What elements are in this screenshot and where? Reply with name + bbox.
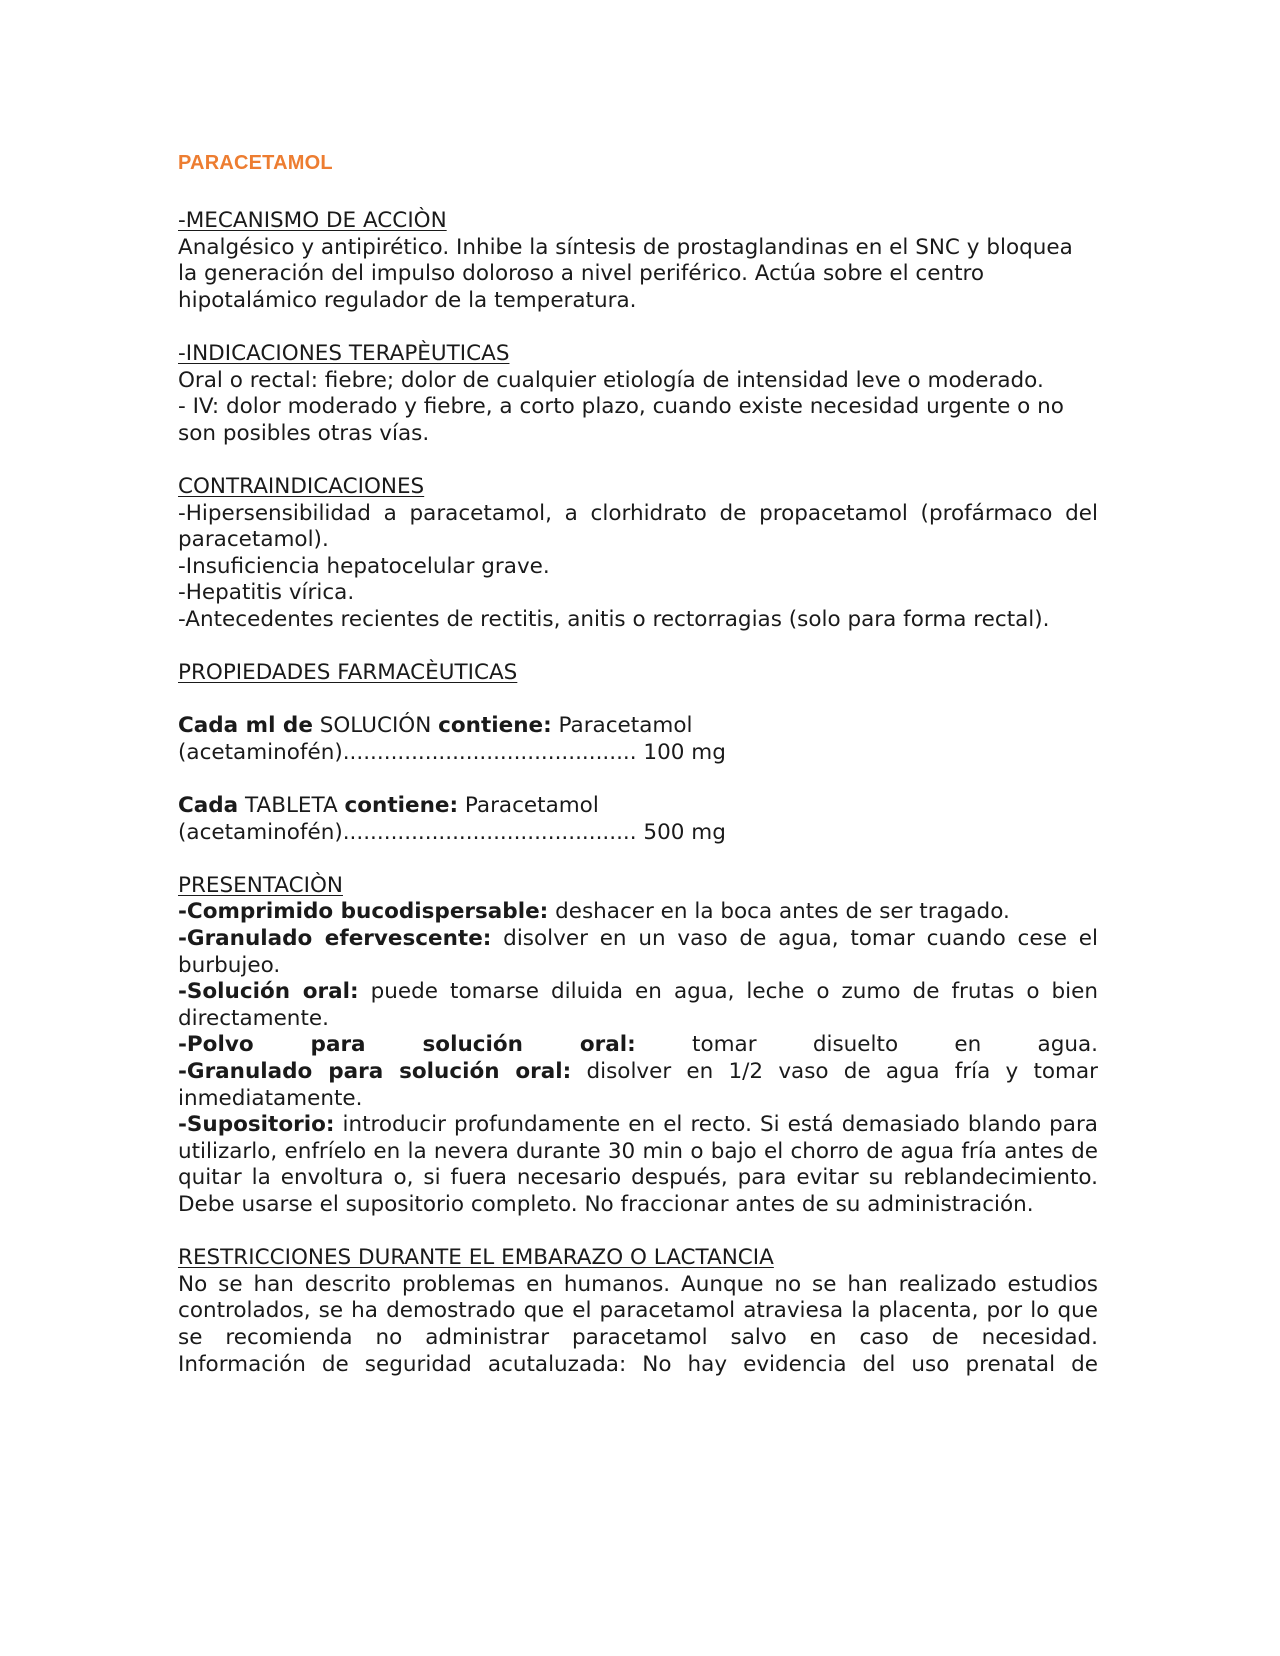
section-contraindicaciones [178, 474, 1098, 634]
composition-rest: Paracetamol [458, 793, 599, 819]
presentation-text: disolver en 1/2 vaso de agua fría y tomar inmediatamente. [178, 1059, 1098, 1111]
composition-bold: contiene: [344, 793, 459, 819]
composition-form: TABLETA [238, 793, 345, 819]
composition-solucion [178, 713, 1098, 740]
section-propiedades [178, 660, 1098, 846]
section-heading: PRESENTACIÒN [178, 872, 343, 898]
section-heading: PROPIEDADES FARMACÈUTICAS [178, 660, 518, 686]
indication-oral: Oral o rectal: fiebre; dolor de cualquier etiología de intensidad leve o moderado. [178, 367, 1044, 393]
presentation-item [178, 899, 1098, 926]
section-indicaciones [178, 341, 1098, 447]
presentation-text: puede tomarse diluida en agua, leche o zumo de frutas o bien directamente. [178, 979, 1098, 1031]
section-heading: RESTRICCIONES DURANTE EL EMBARAZO O LACTANCIA [178, 1245, 774, 1271]
presentation-label: -Granulado para solución oral: [178, 1059, 572, 1084]
composition-bold: contiene: [438, 713, 552, 739]
presentation-item [178, 1032, 1098, 1059]
presentation-label: -Solución oral: [178, 979, 359, 1005]
contraindication-item: -Antecedentes recientes de rectitis, anitis o rectorragias (solo para forma rectal). [178, 606, 1050, 632]
composition-amount: (acetaminofén)........................................... 500 mg [178, 819, 726, 845]
presentation-label: -Granulado efervescente: [178, 926, 492, 952]
restriction-text: No se han descrito problemas en humanos. Aunque no se han realizado estudios controlados, se ha demostrado que el paracetamol atraviesa la placenta, por lo que se recomienda no administrar paracetamol salvo en caso de necesidad. [178, 1271, 1098, 1350]
presentation-text: tomar disuelto en agua. [635, 1032, 1098, 1058]
restriction-info: Información de seguridad acutaluzada: No hay evidencia del uso prenatal de [178, 1351, 1098, 1377]
section-heading: CONTRAINDICACIONES [178, 473, 425, 499]
composition-rest: Paracetamol [551, 713, 693, 739]
presentation-label: -Supositorio: [178, 1112, 335, 1138]
contraindication-item: -Insuficiencia hepatocelular grave. [178, 553, 550, 579]
section-mecanismo [178, 208, 1098, 314]
indication-iv: - IV: dolor moderado y fiebre, a corto plazo, cuando existe necesidad urgente o no son posibles otras vías. [178, 394, 1064, 446]
presentation-item [178, 979, 1098, 1032]
presentation-text: deshacer en la boca antes de ser tragado. [548, 899, 1010, 925]
composition-amount: (acetaminofén)........................................... 100 mg [178, 739, 726, 765]
presentation-text: disolver en un vaso de agua, tomar cuando cese el burbujeo. [178, 926, 1098, 978]
composition-bold: Cada [178, 793, 239, 819]
section-restricciones [178, 1245, 1098, 1378]
section-presentacion [178, 873, 1098, 1219]
presentation-text: introducir profundamente en el recto. Si está demasiado blando para utilizarlo, enfríelo en la nevera durante 30 min o bajo el chorro de agua fría antes de quitar la envoltura o, si fuera necesario después, para evitar su reblandecimiento. Debe usarse el supositorio completo. No fraccionar antes de su administración. [178, 1112, 1098, 1217]
presentation-item [178, 1112, 1098, 1218]
presentation-item [178, 1059, 1098, 1112]
contraindication-item: -Hepatitis vírica. [178, 580, 355, 606]
document-page [178, 150, 1098, 1378]
composition-tableta [178, 793, 1098, 820]
presentation-label: -Comprimido bucodispersable: [178, 899, 549, 925]
presentation-item [178, 926, 1098, 979]
document-title: PARACETAMOL [178, 152, 333, 174]
presentation-label: -Polvo para solución oral: [178, 1032, 636, 1058]
section-text: Analgésico y antipirético. Inhibe la síntesis de prostaglandinas en el SNC y bloquea la generación del impulso doloroso a nivel periférico. Actúa sobre el centro hipotalámico regulador de la temperatura. [178, 234, 1073, 313]
section-heading: -INDICACIONES TERAPÈUTICAS [178, 340, 510, 366]
composition-bold: Cada ml de [178, 713, 313, 739]
contraindication-item: -Hipersensibilidad a paracetamol, a clorhidrato de propacetamol (profármaco del paracetamol). [178, 500, 1098, 553]
composition-form: SOLUCIÓN [312, 713, 439, 739]
section-heading: -MECANISMO DE ACCIÒN [178, 208, 447, 233]
